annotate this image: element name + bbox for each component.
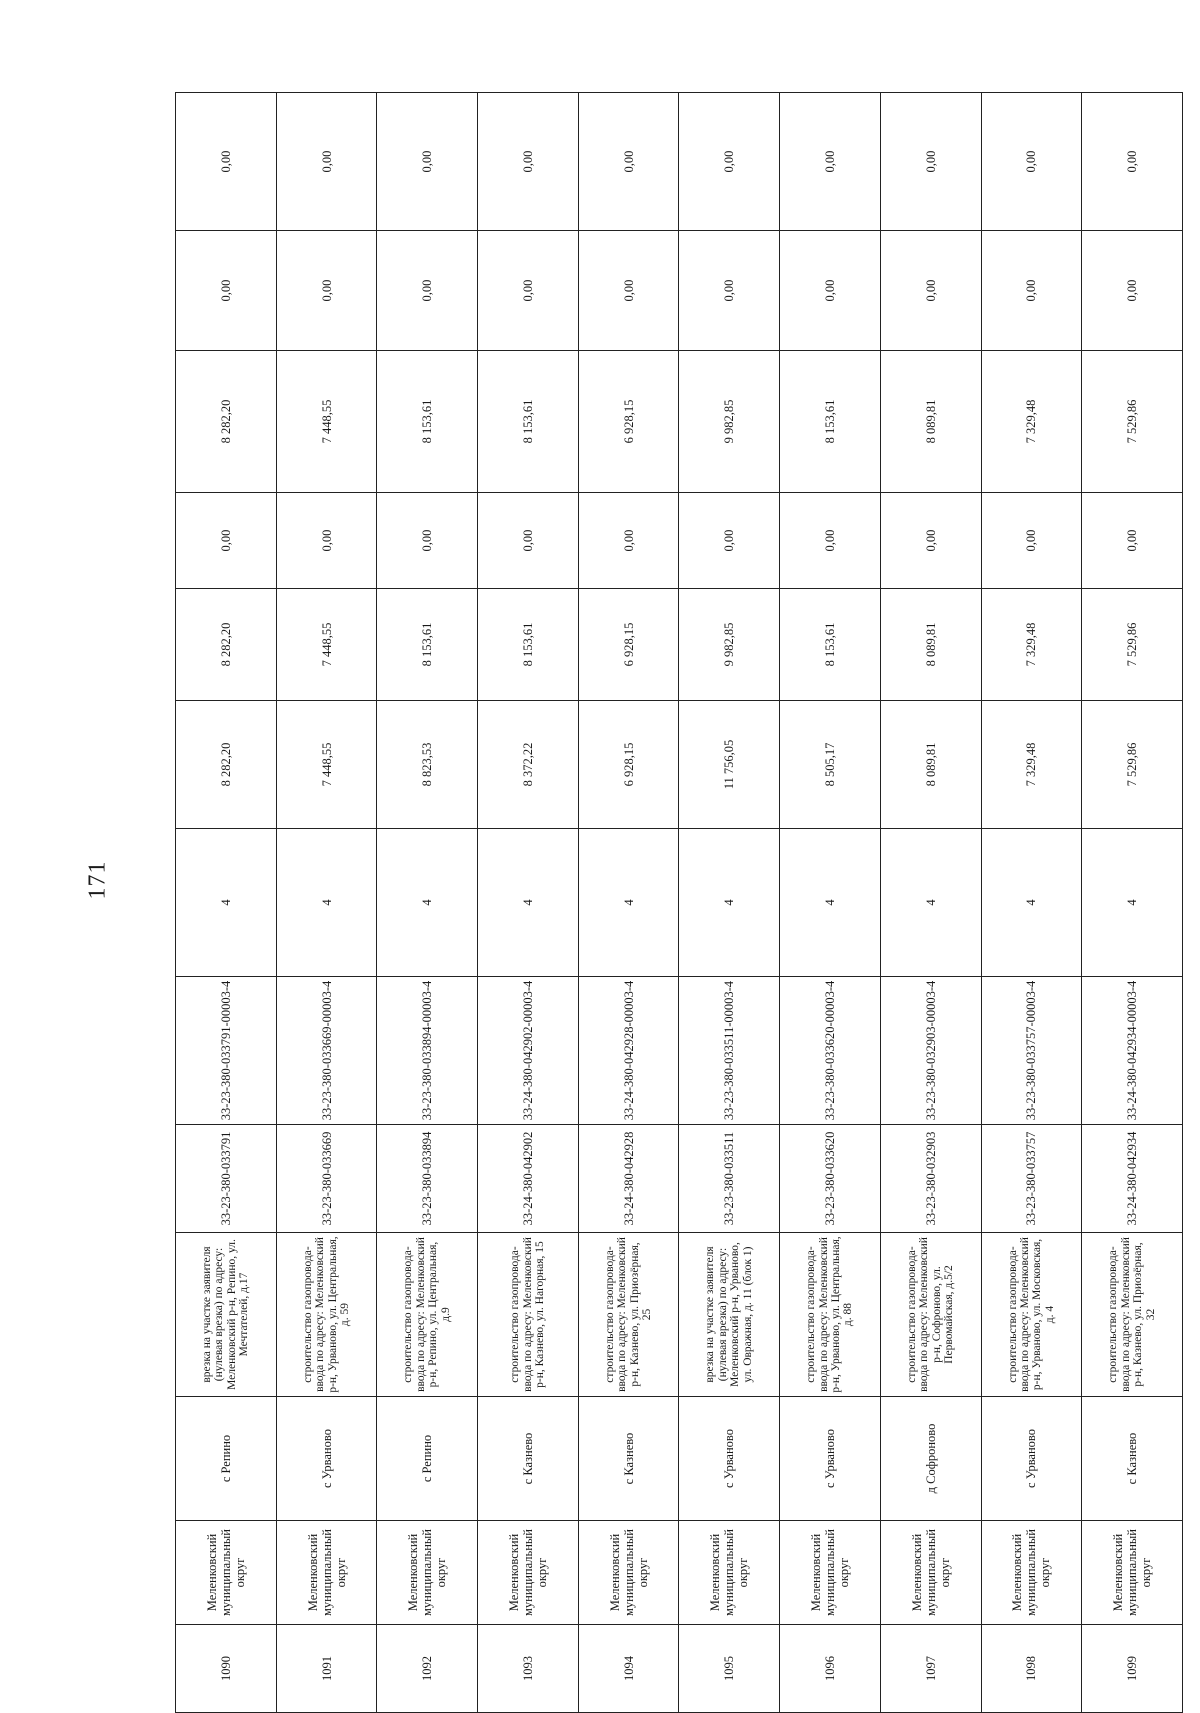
amount-zero-2-cell: 0,00 bbox=[780, 231, 881, 351]
table-row bbox=[1082, 93, 1183, 1713]
amount-zero-2-cell: 0,00 bbox=[1082, 231, 1183, 351]
amount-zero-3-cell: 0,00 bbox=[276, 93, 377, 231]
contract-id-cell: 33-23-380-033669-00003-4 bbox=[276, 977, 377, 1125]
amount-zero-2-cell: 0,00 bbox=[981, 231, 1082, 351]
row-number-cell: 1095 bbox=[679, 1625, 780, 1713]
work-description-cell: строительство газопровода-ввода по адресу: Меленковский р-н, Урваново, ул. Центральная, д. 59 bbox=[276, 1233, 377, 1397]
row-number-cell: 1093 bbox=[478, 1625, 579, 1713]
amount-paid-cell: 8 153,61 bbox=[478, 351, 579, 493]
district-cell: Меленковский муниципальный округ bbox=[578, 1521, 679, 1625]
amount-accepted-cell: 9 982,85 bbox=[679, 589, 780, 701]
contract-id-cell: 33-24-380-042934-00003-4 bbox=[1082, 977, 1183, 1125]
category-cell: 4 bbox=[478, 829, 579, 977]
amount-zero-2-cell: 0,00 bbox=[176, 231, 277, 351]
application-id-cell: 33-23-380-033511 bbox=[679, 1125, 780, 1233]
amount-zero-1-cell: 0,00 bbox=[176, 493, 277, 589]
amount-paid-cell: 7 448,55 bbox=[276, 351, 377, 493]
table-row bbox=[880, 93, 981, 1713]
amount-zero-1-cell: 0,00 bbox=[377, 493, 478, 589]
amount-zero-1-cell: 0,00 bbox=[679, 493, 780, 589]
district-cell: Меленковский муниципальный округ bbox=[679, 1521, 780, 1625]
amount-accepted-cell: 8 153,61 bbox=[377, 589, 478, 701]
category-cell: 4 bbox=[1082, 829, 1183, 977]
amount-total-cell: 7 329,48 bbox=[981, 701, 1082, 829]
contract-id-cell: 33-23-380-033894-00003-4 bbox=[377, 977, 478, 1125]
table-row bbox=[780, 93, 881, 1713]
work-description-cell: строительство газопровода-ввода по адресу: Меленковский р-н, Казнево, ул. Приозёрная, 32 bbox=[1082, 1233, 1183, 1397]
amount-zero-1-cell: 0,00 bbox=[1082, 493, 1183, 589]
district-cell: Меленковский муниципальный округ bbox=[176, 1521, 277, 1625]
register-table bbox=[175, 92, 1183, 1713]
amount-paid-cell: 8 153,61 bbox=[377, 351, 478, 493]
amount-total-cell: 8 372,22 bbox=[478, 701, 579, 829]
amount-zero-3-cell: 0,00 bbox=[880, 93, 981, 231]
row-number-cell: 1099 bbox=[1082, 1625, 1183, 1713]
amount-zero-3-cell: 0,00 bbox=[981, 93, 1082, 231]
amount-paid-cell: 9 982,85 bbox=[679, 351, 780, 493]
category-cell: 4 bbox=[276, 829, 377, 977]
amount-total-cell: 11 756,05 bbox=[679, 701, 780, 829]
amount-total-cell: 8 505,17 bbox=[780, 701, 881, 829]
district-cell: Меленковский муниципальный округ bbox=[880, 1521, 981, 1625]
application-id-cell: 33-23-380-033757 bbox=[981, 1125, 1082, 1233]
amount-paid-cell: 6 928,15 bbox=[578, 351, 679, 493]
work-description-cell: врезка на участке заявителя (нулевая врезка) по адресу: Меленковский р-н, Урваново, ул. Овражная, д. 11 (блок 1) bbox=[679, 1233, 780, 1397]
amount-paid-cell: 7 329,48 bbox=[981, 351, 1082, 493]
amount-accepted-cell: 8 282,20 bbox=[176, 589, 277, 701]
contract-id-cell: 33-23-380-033511-00003-4 bbox=[679, 977, 780, 1125]
row-number-cell: 1090 bbox=[176, 1625, 277, 1713]
settlement-cell: с Казнево bbox=[478, 1397, 579, 1521]
amount-zero-3-cell: 0,00 bbox=[478, 93, 579, 231]
amount-zero-3-cell: 0,00 bbox=[679, 93, 780, 231]
amount-zero-2-cell: 0,00 bbox=[880, 231, 981, 351]
settlement-cell: с Репино bbox=[377, 1397, 478, 1521]
amount-zero-2-cell: 0,00 bbox=[679, 231, 780, 351]
settlement-cell: с Урваново bbox=[679, 1397, 780, 1521]
row-number-cell: 1092 bbox=[377, 1625, 478, 1713]
table-row bbox=[276, 93, 377, 1713]
amount-paid-cell: 8 153,61 bbox=[780, 351, 881, 493]
amount-accepted-cell: 8 089,81 bbox=[880, 589, 981, 701]
application-id-cell: 33-24-380-042928 bbox=[578, 1125, 679, 1233]
category-cell: 4 bbox=[679, 829, 780, 977]
row-number-cell: 1094 bbox=[578, 1625, 679, 1713]
table-row bbox=[176, 93, 277, 1713]
amount-zero-2-cell: 0,00 bbox=[377, 231, 478, 351]
work-description-cell: строительство газопровода-ввода по адресу: Меленковский р-н, Казнево, ул. Приозёрная, 25 bbox=[578, 1233, 679, 1397]
settlement-cell: д Софроново bbox=[880, 1397, 981, 1521]
settlement-cell: с Урваново bbox=[780, 1397, 881, 1521]
district-cell: Меленковский муниципальный округ bbox=[981, 1521, 1082, 1625]
settlement-cell: с Казнево bbox=[578, 1397, 679, 1521]
amount-total-cell: 7 448,55 bbox=[276, 701, 377, 829]
work-description-cell: врезка на участке заявителя (нулевая врезка) по адресу: Меленковский р-н, Репино, ул. Мечтателей, д.17 bbox=[176, 1233, 277, 1397]
table-row bbox=[578, 93, 679, 1713]
amount-accepted-cell: 8 153,61 bbox=[478, 589, 579, 701]
application-id-cell: 33-24-380-042902 bbox=[478, 1125, 579, 1233]
table-row bbox=[679, 93, 780, 1713]
work-description-cell: строительство газопровода-ввода по адресу: Меленковский р-н, Репино, ул. Центральная, д.9 bbox=[377, 1233, 478, 1397]
district-cell: Меленковский муниципальный округ bbox=[1082, 1521, 1183, 1625]
amount-zero-3-cell: 0,00 bbox=[1082, 93, 1183, 231]
amount-zero-1-cell: 0,00 bbox=[578, 493, 679, 589]
table-row bbox=[981, 93, 1082, 1713]
register-table-body bbox=[176, 93, 1183, 1713]
contract-id-cell: 33-23-380-032903-00003-4 bbox=[880, 977, 981, 1125]
amount-zero-1-cell: 0,00 bbox=[276, 493, 377, 589]
amount-accepted-cell: 7 329,48 bbox=[981, 589, 1082, 701]
district-cell: Меленковский муниципальный округ bbox=[276, 1521, 377, 1625]
category-cell: 4 bbox=[880, 829, 981, 977]
contract-id-cell: 33-24-380-042902-00003-4 bbox=[478, 977, 579, 1125]
settlement-cell: с Репино bbox=[176, 1397, 277, 1521]
work-description-cell: строительство газопровода-ввода по адресу: Меленковский р-н, Урваново, ул. Центральная, д. 88 bbox=[780, 1233, 881, 1397]
settlement-cell: с Урвановo bbox=[276, 1397, 377, 1521]
category-cell: 4 bbox=[981, 829, 1082, 977]
amount-zero-1-cell: 0,00 bbox=[780, 493, 881, 589]
amount-paid-cell: 8 282,20 bbox=[176, 351, 277, 493]
category-cell: 4 bbox=[377, 829, 478, 977]
amount-total-cell: 8 089,81 bbox=[880, 701, 981, 829]
amount-zero-1-cell: 0,00 bbox=[478, 493, 579, 589]
contract-id-cell: 33-23-380-033757-00003-4 bbox=[981, 977, 1082, 1125]
settlement-cell: с Урваново bbox=[981, 1397, 1082, 1521]
application-id-cell: 33-23-380-033894 bbox=[377, 1125, 478, 1233]
amount-total-cell: 8 282,20 bbox=[176, 701, 277, 829]
category-cell: 4 bbox=[780, 829, 881, 977]
amount-zero-3-cell: 0,00 bbox=[176, 93, 277, 231]
row-number-cell: 1091 bbox=[276, 1625, 377, 1713]
work-description-cell: строительство газопровода-ввода по адресу: Меленковский р-н, Софроново, ул. Первомайская, д.5/2 bbox=[880, 1233, 981, 1397]
contract-id-cell: 33-23-380-033620-00003-4 bbox=[780, 977, 881, 1125]
amount-accepted-cell: 7 448,55 bbox=[276, 589, 377, 701]
page-number: 171 bbox=[84, 860, 111, 900]
amount-total-cell: 7 529,86 bbox=[1082, 701, 1183, 829]
amount-zero-3-cell: 0,00 bbox=[578, 93, 679, 231]
amount-zero-2-cell: 0,00 bbox=[276, 231, 377, 351]
table-row bbox=[478, 93, 579, 1713]
amount-zero-3-cell: 0,00 bbox=[780, 93, 881, 231]
district-cell: Меленковский муниципальный округ bbox=[780, 1521, 881, 1625]
amount-zero-2-cell: 0,00 bbox=[478, 231, 579, 351]
amount-accepted-cell: 8 153,61 bbox=[780, 589, 881, 701]
table-row bbox=[377, 93, 478, 1713]
amount-total-cell: 8 823,53 bbox=[377, 701, 478, 829]
row-number-cell: 1098 bbox=[981, 1625, 1082, 1713]
amount-zero-2-cell: 0,00 bbox=[578, 231, 679, 351]
register-table-container bbox=[175, 93, 1183, 1713]
amount-accepted-cell: 6 928,15 bbox=[578, 589, 679, 701]
category-cell: 4 bbox=[578, 829, 679, 977]
amount-zero-3-cell: 0,00 bbox=[377, 93, 478, 231]
amount-accepted-cell: 7 529,86 bbox=[1082, 589, 1183, 701]
contract-id-cell: 33-24-380-042928-00003-4 bbox=[578, 977, 679, 1125]
amount-paid-cell: 7 529,86 bbox=[1082, 351, 1183, 493]
application-id-cell: 33-23-380-033669 bbox=[276, 1125, 377, 1233]
amount-paid-cell: 8 089,81 bbox=[880, 351, 981, 493]
district-cell: Меленковский муниципальный округ bbox=[478, 1521, 579, 1625]
application-id-cell: 33-23-380-032903 bbox=[880, 1125, 981, 1233]
row-number-cell: 1097 bbox=[880, 1625, 981, 1713]
work-description-cell: строительство газопровода-ввода по адресу: Меленковский р-н, Урваново, ул. Московская, д. 4 bbox=[981, 1233, 1082, 1397]
row-number-cell: 1096 bbox=[780, 1625, 881, 1713]
contract-id-cell: 33-23-380-033791-00003-4 bbox=[176, 977, 277, 1125]
amount-total-cell: 6 928,15 bbox=[578, 701, 679, 829]
settlement-cell: с Казнево bbox=[1082, 1397, 1183, 1521]
application-id-cell: 33-24-380-042934 bbox=[1082, 1125, 1183, 1233]
category-cell: 4 bbox=[176, 829, 277, 977]
work-description-cell: строительство газопровода-ввода по адресу: Меленковский р-н, Казнево, ул. Нагорная, 15 bbox=[478, 1233, 579, 1397]
amount-zero-1-cell: 0,00 bbox=[880, 493, 981, 589]
application-id-cell: 33-23-380-033791 bbox=[176, 1125, 277, 1233]
district-cell: Меленковский муниципальный округ bbox=[377, 1521, 478, 1625]
application-id-cell: 33-23-380-033620 bbox=[780, 1125, 881, 1233]
amount-zero-1-cell: 0,00 bbox=[981, 493, 1082, 589]
